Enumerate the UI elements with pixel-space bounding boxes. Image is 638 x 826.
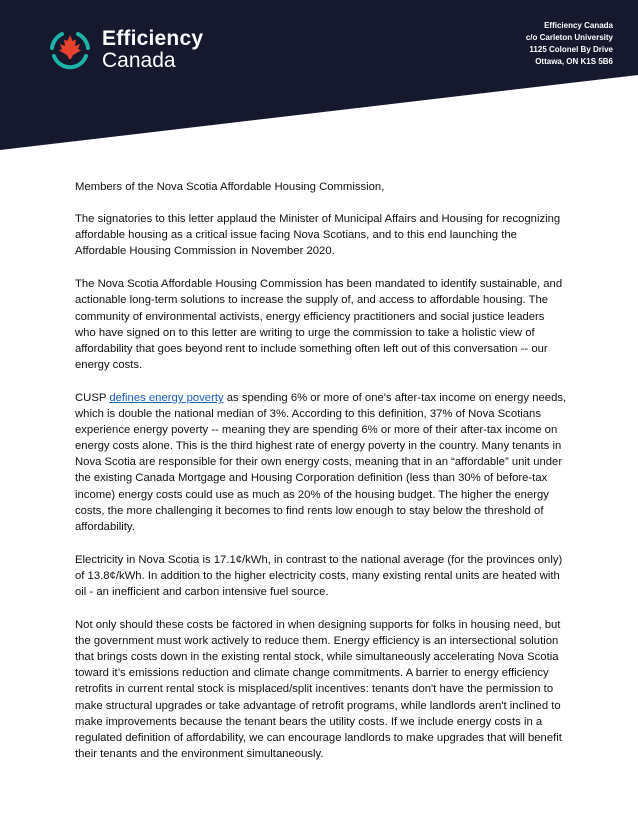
- logo-wordmark: [102, 28, 203, 72]
- address-line: 1125 Colonel By Drive: [529, 45, 613, 54]
- energy-poverty-link[interactable]: defines energy poverty: [109, 391, 224, 404]
- letter-body: [75, 179, 567, 779]
- paragraph-efficiency: Not only should these costs be factored in when designing supports for folks in housing need, but the government must work actively to reduce them. Energy efficiency is an intersectional solution that brings costs down in the existing rental stock, while simultaneously accelerating Nova Scotia toward it’s emissions reduction and climate change commitments. A barrier to energy efficiency retrofits in current rental stock is misplaced/split incentives: tenants don't have the permission to make structural upgrades or take advantage of retrofit programs, while landlords aren't inclined to make improvements because the tenant bears the utility costs. If we include energy costs in a regulated definition of affordability, we can encourage landlords to make upgrades that will benefit their tenants and the environment simultaneously.: [75, 619, 562, 760]
- address-line: Efficiency Canada: [544, 21, 613, 30]
- paragraph-mandate: The Nova Scotia Affordable Housing Commission has been mandated to identify sustainable, and actionable long-term solutions to increase the supply of, and access to affordable housing. The community of environmental activists, energy efficiency practitioners and social justice leaders who have signed on to this letter are writing to urge the commission to take a holistic view of affordability that goes beyond rent to include something often left out of this conversation -- our energy costs.: [75, 278, 563, 371]
- paragraph-text: as spending 6% or more of one's after-tax income on energy needs, which is double the national median of 3%. According to this definition, 37% of Nova Scotians experience energy poverty -- meaning they are spending 6% or more of their after-tax income on energy costs alone. This is the third highest rate of energy poverty in the country. Many tenants in Nova Scotia are responsible for their own energy costs, meaning that in an “affordable” unit under the existing Canada Mortgage and Housing Corporation definition (less than 30% of before-tax income) energy costs could use as much as 20% of the housing budget. The higher the energy costs, the more challenging it becomes to find rents low enough to stay below the threshold of affordability.: [75, 391, 567, 533]
- paragraph-prefix: CUSP: [75, 391, 110, 404]
- logo-line2: Canada: [102, 49, 176, 72]
- paragraph-electricity: Electricity in Nova Scotia is 17.1¢/kWh, in contrast to the national average (for the provinces only) of 13.8¢/kWh. In addition to the higher electricity costs, many existing rental units are heated with oil - an inefficient and carbon intensive fuel source.: [75, 553, 563, 598]
- logo-line1: Efficiency: [102, 26, 204, 50]
- sender-address: [526, 20, 613, 68]
- paragraph-energy-poverty: [75, 390, 567, 535]
- maple-leaf-circle-icon: [46, 26, 94, 74]
- address-line: Ottawa, ON K1S 5B6: [535, 57, 613, 66]
- paragraph-intro: The signatories to this letter applaud the Minister of Municipal Affairs and Housing for recognizing affordable housing as a critical issue facing Nova Scotians, and to this end launching the Affordable Housing Commission in November 2020.: [75, 213, 561, 258]
- efficiency-canada-logo: [46, 26, 203, 74]
- salutation: Members of the Nova Scotia Affordable Housing Commission,: [75, 181, 385, 193]
- address-line: c/o Carleton University: [525, 33, 613, 42]
